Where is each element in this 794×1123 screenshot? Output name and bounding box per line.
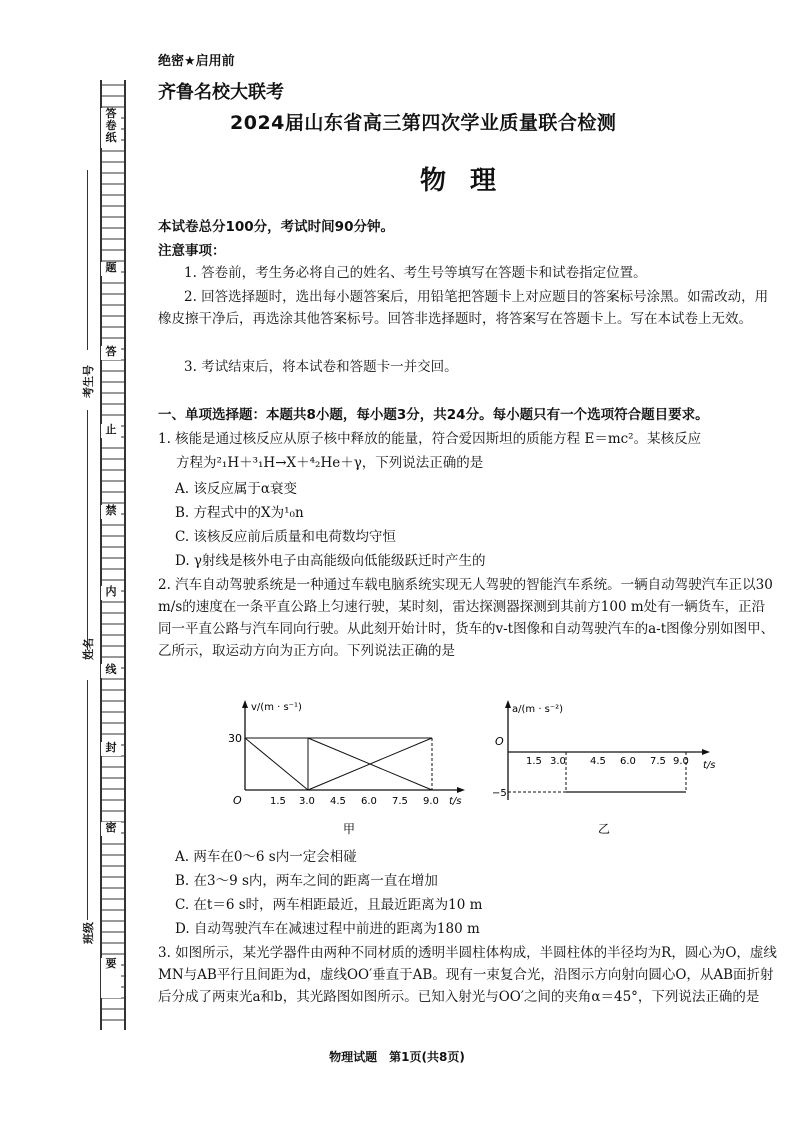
field-name: 姓名 — [82, 638, 95, 660]
jia-y30: 30 — [228, 732, 242, 745]
jia-xtick-3: 4.5 — [330, 796, 346, 807]
seal-char-3: 答 — [101, 346, 121, 360]
q1-stem-2: 方程为²₁H＋³₁H→X＋⁴₂He＋γ，下列说法正确的是 — [176, 455, 484, 471]
jia-xtick-6: 9.0 — [423, 796, 439, 807]
yi-xtick-4: 6.0 — [620, 756, 636, 767]
score-line: 本试卷总分100分，考试时间90分钟。 — [158, 219, 394, 235]
yi-y-arrow — [505, 700, 511, 708]
seal-char-1: 答卷纸 — [101, 108, 121, 148]
seal-char-5: 禁 — [101, 505, 121, 519]
field-class: 班级 — [82, 922, 95, 944]
exam-title: 2024届山东省高三第四次学业质量联合检测 — [230, 112, 617, 134]
seal-char-4: 止 — [101, 424, 121, 438]
jia-xtick-2: 3.0 — [299, 796, 315, 807]
jia-origin: O — [233, 794, 242, 807]
seal-char-2: 题 — [101, 262, 121, 276]
note-2: 2. 回答选择题时，选出每小题答案后，用铅笔把答题卡上对应题目的答案标号涂黑。如需改动，用橡皮擦干净后，再选涂其他答案标号。回答非选择题时，将答案写在答题卡上。写在本试卷上无效。 — [158, 289, 769, 327]
yi-x-arrow — [702, 749, 710, 755]
q2-option-c: C. 在t＝6 s时，两车相距最近，且最近距离为10 m — [175, 897, 483, 913]
jia-truck-decel — [245, 738, 308, 790]
yi-xtick-3: 4.5 — [590, 756, 606, 767]
side-line-3 — [87, 680, 88, 920]
jia-ylabel: v/(m · s⁻¹) — [251, 702, 302, 713]
yi-xtick-2: 3.0 — [550, 756, 566, 767]
side-line-1 — [87, 170, 88, 350]
yi-xtick-6: 9.0 — [673, 756, 689, 767]
q1-option-b: B. 方程式中的X为¹₀n — [175, 505, 304, 521]
yi-yneg: −5 — [492, 788, 507, 799]
yi-caption: 乙 — [598, 822, 611, 836]
q1-option-d: D. γ射线是核外电子由高能级向低能级跃迁时产生的 — [175, 553, 486, 569]
figure-yi — [490, 700, 730, 840]
secret-mark: 绝密★启用前 — [158, 54, 235, 69]
section-1-title: 一、单项选择题：本题共8小题，每小题3分，共24分。每小题只有一个选项符合题目要求。 — [158, 407, 709, 423]
yi-xtick-1: 1.5 — [526, 756, 542, 767]
q2-stem: 2. 汽车自动驾驶系统是一种通过车载电脑系统实现无人驾驶的智能汽车系统。一辆自动驾驶汽车正以30 m/s的速度在一条平直公路上匀速行驶，某时刻，雷达探测器探测到其前方100 m处有一辆货车，正沿同一平直公路与汽车同向行驶。从此刻开始计时，货车的v-t图像和自动驾驶汽车的a-t图像分别如图甲、乙所示，取运动方向为正方向。下列说法正确的是 — [158, 577, 775, 659]
binding-strip — [100, 80, 126, 1030]
q1-stem-1: 1. 核能是通过核反应从原子核中释放的能量，符合爱因斯坦的质能方程 E＝mc²。某核反应 — [158, 431, 702, 447]
figure-jia — [225, 700, 475, 840]
jia-xtick-5: 7.5 — [392, 796, 408, 807]
yi-ylabel: a/(m · s⁻²) — [512, 704, 564, 715]
yi-origin: O — [495, 735, 504, 748]
q1-option-a: A. 该反应属于α衰变 — [175, 481, 297, 497]
q1-option-c: C. 该核反应前后质量和电荷数均守恒 — [175, 529, 396, 545]
org-name: 齐鲁名校大联考 — [158, 82, 284, 103]
page-footer: 物理试题 第1页(共8页) — [329, 1050, 465, 1064]
seal-char-8: 封 — [101, 742, 121, 756]
jia-caption: 甲 — [343, 822, 356, 836]
q2-option-d: D. 自动驾驶汽车在减速过程中前进的距离为180 m — [175, 921, 480, 937]
jia-xtick-4: 6.0 — [361, 796, 377, 807]
jia-xticks — [270, 796, 439, 807]
subject-title: 物理 — [420, 166, 521, 196]
q2-option-b: B. 在3～9 s内，两车之间的距离一直在增加 — [175, 873, 438, 889]
jia-xtick-1: 1.5 — [270, 796, 286, 807]
jia-x-arrow — [457, 787, 465, 793]
notice-title: 注意事项： — [158, 243, 226, 259]
seal-char-6: 内 — [101, 586, 121, 600]
side-line-2 — [87, 410, 88, 650]
q3-stem: 3. 如图所示，某光学器件由两种不同材质的透明半圆柱体构成，半圆柱体的半径均为R，圆心为O，虚线MN与AB平行且间距为d，虚线OO′垂直于AB。现有一束复合光，沿图示方向射向圆心O，从AB面折射后分成了两束光a和b，其光路图如图所示。已知入射光与OO′之间的夹角α＝45°，下列说法正确的是 — [158, 945, 777, 1005]
seal-char-9: 密 — [101, 822, 121, 836]
yi-xtick-5: 7.5 — [650, 756, 666, 767]
note-1: 1. 答卷前，考生务必将自己的姓名、考生号等填写在答题卡和试卷指定位置。 — [184, 265, 647, 281]
note-3: 3. 考试结束后，将本试卷和答题卡一并交回。 — [184, 359, 458, 375]
jia-y-arrow — [242, 700, 248, 708]
yi-xlabel: t/s — [703, 760, 716, 771]
jia-xlabel: t/s — [449, 796, 462, 807]
seal-char-10: 要 — [101, 958, 121, 998]
q2-option-a: A. 两车在0～6 s内一定会相碰 — [175, 849, 357, 865]
yi-xticks — [526, 756, 689, 767]
field-exam-number: 考生号 — [82, 365, 95, 398]
seal-char-7: 线 — [101, 664, 121, 678]
